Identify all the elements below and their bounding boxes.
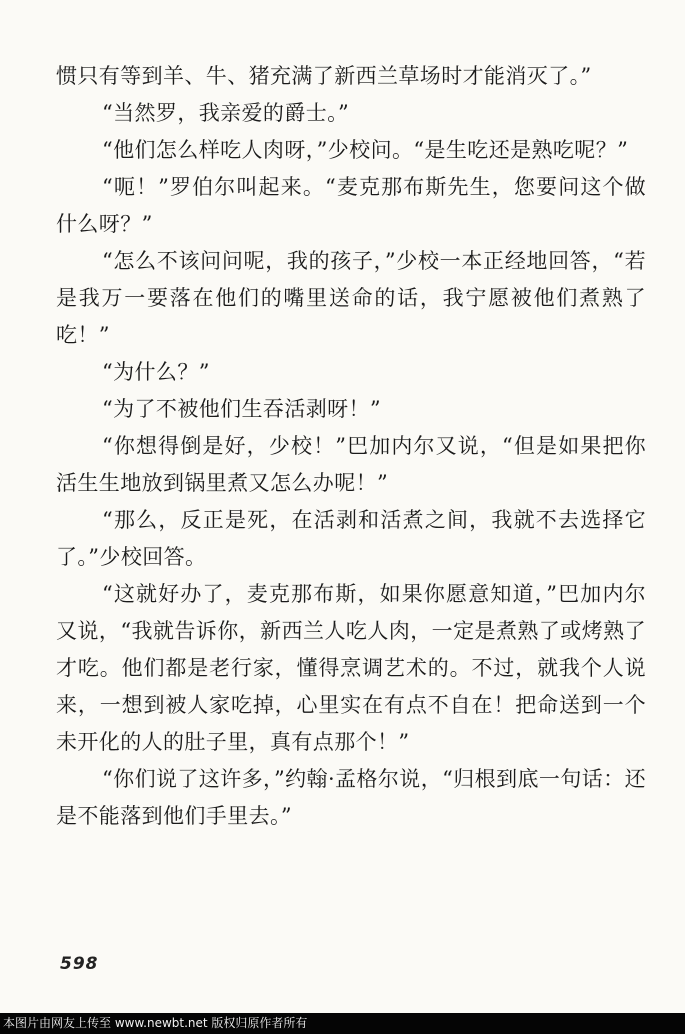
paragraph: “呃！”罗伯尔叫起来。“麦克那布斯先生，您要问这个做什么呀？” (56, 175, 646, 236)
paragraph: “当然罗，我亲爱的爵士。” (102, 101, 350, 125)
paragraph: “为了不被他们生吞活剥呀！” (102, 397, 382, 421)
paragraph: “那么，反正是死，在活剥和活煮之间，我就不去选择它了。”少校回答。 (56, 508, 646, 569)
body-text (56, 58, 646, 835)
paragraph: “怎么不该问问呢，我的孩子，”少校一本正经地回答，“若是我万一要落在他们的嘴里送命的话，我宁愿被他们煮熟了吃！” (56, 249, 646, 347)
page-number: 598 (60, 954, 99, 974)
paragraph: “你想得倒是好，少校！”巴加内尔又说，“但是如果把你活生生地放到锅里煮又怎么办呢！” (56, 434, 646, 495)
paragraph: “这就好办了，麦克那布斯，如果你愿意知道，”巴加内尔又说，“我就告诉你，新西兰人吃人肉，一定是煮熟了或烤熟了才吃。他们都是老行家，懂得烹调艺术的。不过，就我个人说来，一想到被人家吃掉，心里实在有点不自在！把命送到一个未开化的人的肚子里，真有点那个！” (56, 582, 646, 754)
watermark-text: 本图片由网友上传至 www.newbt.net 版权归原作者所有 (3, 1016, 308, 1030)
watermark-footer (0, 1013, 685, 1034)
paragraph: “他们怎么样吃人肉呀，”少校问。“是生吃还是熟吃呢？” (102, 138, 629, 162)
paragraph: “你们说了这许多，”约翰·孟格尔说，“归根到底一句话：还是不能落到他们手里去。” (56, 767, 646, 828)
paragraph: 惯只有等到羊、牛、猪充满了新西兰草场时才能消灭了。” (56, 64, 592, 88)
paragraph: “为什么？” (102, 360, 210, 384)
